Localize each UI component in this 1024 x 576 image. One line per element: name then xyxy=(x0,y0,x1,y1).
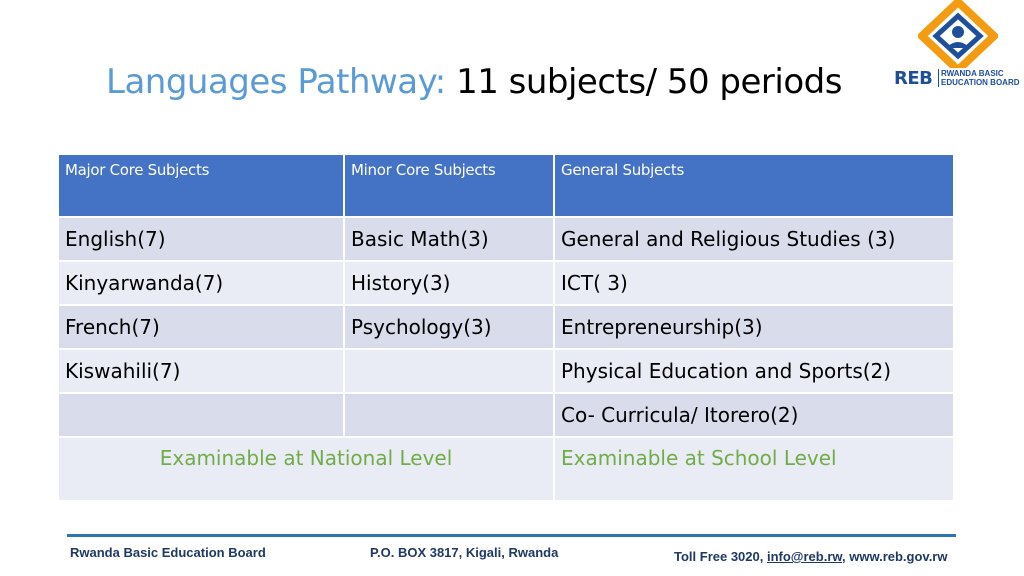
table-cell: Co- Curricula/ Itorero(2) xyxy=(554,393,954,437)
header-minor-core: Minor Core Subjects xyxy=(344,154,554,217)
table-cell: History(3) xyxy=(344,261,554,305)
table-row xyxy=(58,393,954,437)
footer-tollfree: Toll Free 3020, xyxy=(674,549,764,564)
title-subjects-periods: 11 subjects/ 50 periods xyxy=(456,62,842,102)
footer-divider xyxy=(67,534,956,537)
reb-logo xyxy=(894,0,1024,100)
reb-full-name xyxy=(938,69,1020,87)
table-row xyxy=(58,349,954,393)
exam-school-label: Examinable at School Level xyxy=(561,446,837,470)
table-cell: Physical Education and Sports(2) xyxy=(554,349,954,393)
title-pathway: Languages Pathway: xyxy=(106,62,446,102)
table-cell: General and Religious Studies (3) xyxy=(554,217,954,261)
footer-address: P.O. BOX 3817, Kigali, Rwanda xyxy=(370,545,559,560)
table-cell: English(7) xyxy=(58,217,344,261)
table-cell: Kinyarwanda(7) xyxy=(58,261,344,305)
exam-national-label: Examinable at National Level xyxy=(159,446,453,470)
page-title xyxy=(106,62,842,102)
reb-emblem-icon xyxy=(918,0,998,68)
table-row xyxy=(58,217,954,261)
subjects-table xyxy=(57,153,955,502)
reb-name-line1: RWANDA BASIC xyxy=(941,69,1004,78)
table-cell: Psychology(3) xyxy=(344,305,554,349)
table-row xyxy=(58,261,954,305)
table-cell xyxy=(344,393,554,437)
footer-email-link[interactable]: info@reb.rw xyxy=(766,549,843,564)
table-cell: Entrepreneurship(3) xyxy=(554,305,954,349)
exam-national-cell xyxy=(58,437,554,501)
reb-abbr: REB xyxy=(894,68,933,89)
table-cell xyxy=(344,349,554,393)
exam-school-cell xyxy=(554,437,954,501)
footer-contact xyxy=(674,549,947,564)
table-cell: ICT( 3) xyxy=(554,261,954,305)
footer-website: , www.reb.gov.rw xyxy=(842,549,948,564)
table-row xyxy=(58,305,954,349)
table-cell: Basic Math(3) xyxy=(344,217,554,261)
table-header-row xyxy=(58,154,954,217)
table-cell xyxy=(58,393,344,437)
header-major-core: Major Core Subjects xyxy=(58,154,344,217)
table-footer-row xyxy=(58,437,954,501)
table-cell: French(7) xyxy=(58,305,344,349)
reb-name-line2: EDUCATION BOARD xyxy=(941,78,1020,87)
footer-org: Rwanda Basic Education Board xyxy=(70,545,266,560)
table-cell: Kiswahili(7) xyxy=(58,349,344,393)
header-general: General Subjects xyxy=(554,154,954,217)
